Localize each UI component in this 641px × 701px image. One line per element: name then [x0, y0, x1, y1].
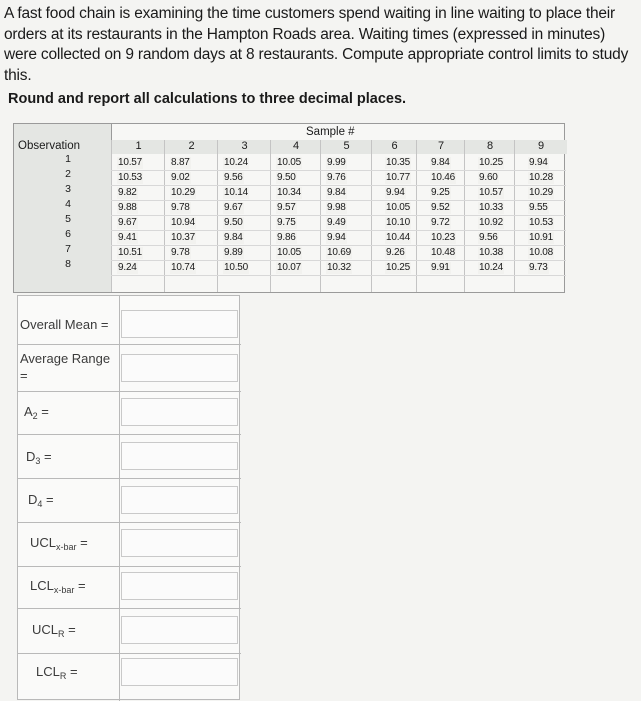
sample-column-header: 3: [217, 140, 271, 154]
sample-column-header: 5: [320, 140, 372, 154]
table-cell: 9.84: [431, 157, 450, 168]
table-cell: 10.32: [327, 262, 352, 273]
table-cell: 10.57: [118, 157, 143, 168]
table-cell: 8.87: [171, 157, 190, 168]
table-cell: 10.23: [431, 232, 456, 243]
table-cell: 10.35: [386, 157, 411, 168]
table-cell: 9.25: [431, 187, 450, 198]
table-cell: 9.94: [529, 157, 548, 168]
table-cell: 10.38: [479, 247, 504, 258]
table-cell: 9.56: [224, 172, 243, 183]
table-cell: 9.55: [529, 202, 548, 213]
row-divider: [18, 522, 241, 523]
table-cell: 10.50: [224, 262, 249, 273]
table-cell: 10.48: [431, 247, 456, 258]
table-cell: 9.67: [224, 202, 243, 213]
column-divider: [320, 140, 321, 292]
row-divider: [111, 185, 566, 186]
table-cell: 9.50: [224, 217, 243, 228]
table-cell: 9.91: [431, 262, 450, 273]
row-divider: [111, 215, 566, 216]
table-cell: 10.44: [386, 232, 411, 243]
table-cell: 9.52: [431, 202, 450, 213]
a2-label: $A_2$ =: [24, 404, 49, 421]
table-cell: 9.72: [431, 217, 450, 228]
column-divider: [111, 140, 112, 292]
a2-input[interactable]: [121, 398, 238, 426]
table-cell: 10.25: [386, 262, 411, 273]
overall-mean-label: Overall Mean =: [20, 317, 109, 332]
row-divider: [18, 434, 241, 435]
table-cell: 9.99: [327, 157, 346, 168]
observation-number: 3: [65, 183, 71, 195]
row-divider: [111, 170, 566, 171]
table-cell: 10.07: [277, 262, 302, 273]
table-cell: 9.49: [327, 217, 346, 228]
problem-text: A fast food chain is examining the time customers spend waiting in line waiting to place their orders at its restaurants in the Hampton Roads area. Waiting times (expressed in minutes) were collected on 9 random days at 8 restaurants. Compute appropriate control limits to study this.: [4, 5, 629, 84]
table-cell: 9.84: [327, 187, 346, 198]
average-range-input[interactable]: [121, 354, 238, 382]
instruction-text: Round and report all calculations to three decimal places.: [8, 91, 407, 107]
average-range-label: Average Range: [20, 351, 111, 366]
sample-column-header: 4: [270, 140, 321, 154]
column-divider: [164, 140, 165, 292]
table-cell: 10.10: [386, 217, 411, 228]
table-cell: 9.75: [277, 217, 296, 228]
d3-label: $D_3$ =: [26, 449, 52, 466]
table-cell: 9.02: [171, 172, 190, 183]
table-cell: 10.05: [386, 202, 411, 213]
sample-column-header: 2: [164, 140, 218, 154]
table-cell: 9.78: [171, 202, 190, 213]
sample-column-header: 8: [464, 140, 515, 154]
table-cell: 10.46: [431, 172, 456, 183]
row-divider: [18, 344, 241, 345]
overall-mean-input[interactable]: [121, 310, 238, 338]
table-cell: 10.91: [529, 232, 554, 243]
lcl-xbar-input[interactable]: [121, 572, 238, 600]
table-cell: 10.33: [479, 202, 504, 213]
observation-number: 6: [65, 228, 71, 240]
row-divider: [18, 478, 241, 479]
table-cell: 10.25: [479, 157, 504, 168]
row-divider: [18, 391, 241, 392]
table-cell: 9.60: [479, 172, 498, 183]
column-divider: [270, 140, 271, 292]
table-cell: 10.74: [171, 262, 196, 273]
sample-header: Sample #: [306, 126, 355, 138]
table-cell: 10.53: [118, 172, 143, 183]
d4-label: $D_4$ =: [28, 492, 54, 509]
row-divider: [111, 260, 566, 261]
table-cell: 9.94: [327, 232, 346, 243]
table-cell: 10.51: [118, 247, 143, 258]
table-cell: 10.24: [479, 262, 504, 273]
observation-number: 5: [65, 213, 71, 225]
table-cell: 10.69: [327, 247, 352, 258]
table-cell: 9.50: [277, 172, 296, 183]
table-cell: 9.24: [118, 262, 137, 273]
table-cell: 9.88: [118, 202, 137, 213]
sample-column-header: 7: [416, 140, 465, 154]
observation-number: 8: [65, 258, 71, 270]
row-divider: [18, 608, 241, 609]
table-cell: 10.37: [171, 232, 196, 243]
observation-number: 7: [65, 243, 71, 255]
table-cell: 10.05: [277, 247, 302, 258]
table-cell: 10.24: [224, 157, 249, 168]
answer-divider: [119, 296, 120, 701]
table-cell: 9.98: [327, 202, 346, 213]
table-cell: 9.78: [171, 247, 190, 258]
table-cell: 9.73: [529, 262, 548, 273]
table-cell: 10.28: [529, 172, 554, 183]
column-divider: [371, 140, 372, 292]
table-cell: 9.84: [224, 232, 243, 243]
row-divider: [18, 566, 241, 567]
table-cell: 10.94: [171, 217, 196, 228]
row-divider: [111, 275, 566, 276]
row-divider: [111, 230, 566, 231]
row-divider: [111, 200, 566, 201]
average-range-equals: =: [20, 368, 28, 383]
table-cell: 9.67: [118, 217, 137, 228]
column-divider: [464, 140, 465, 292]
table-cell: 9.86: [277, 232, 296, 243]
ucl-r-label: $UCL_R$ =: [32, 622, 76, 639]
column-divider: [416, 140, 417, 292]
table-cell: 10.57: [479, 187, 504, 198]
lcl-r-input[interactable]: [121, 658, 238, 686]
answer-grid: [17, 295, 240, 700]
row-divider: [18, 653, 241, 654]
table-cell: 10.92: [479, 217, 504, 228]
observation-header: Observation: [18, 140, 81, 152]
table-cell: 10.14: [224, 187, 249, 198]
ucl-r-input[interactable]: [121, 616, 238, 644]
table-cell: 9.57: [277, 202, 296, 213]
table-cell: 10.05: [277, 157, 302, 168]
table-cell: 10.34: [277, 187, 302, 198]
sample-column-header: 1: [111, 140, 165, 154]
table-cell: 9.26: [386, 247, 405, 258]
table-cell: 9.76: [327, 172, 346, 183]
lcl-r-label: $LCL_R$ =: [36, 664, 78, 681]
table-cell: 10.29: [529, 187, 554, 198]
table-cell: 10.08: [529, 247, 554, 258]
ucl-xbar-input[interactable]: [121, 529, 238, 557]
observation-number: 2: [65, 168, 71, 180]
table-cell: 9.94: [386, 187, 405, 198]
table-cell: 9.41: [118, 232, 137, 243]
table-cell: 10.29: [171, 187, 196, 198]
d4-input[interactable]: [121, 486, 238, 514]
ucl-xbar-label: $UCL_{x-bar}$ =: [30, 535, 88, 552]
data-table: [13, 123, 565, 293]
sample-column-header: 9: [514, 140, 567, 154]
table-cell: 9.56: [479, 232, 498, 243]
sample-column-header: 6: [371, 140, 417, 154]
table-cell: 9.82: [118, 187, 137, 198]
observation-number: 4: [65, 198, 71, 210]
row-divider: [111, 245, 566, 246]
d3-input[interactable]: [121, 442, 238, 470]
table-cell: 10.77: [386, 172, 411, 183]
table-cell: 10.53: [529, 217, 554, 228]
lcl-xbar-label: $LCL_{x-bar}$ =: [30, 578, 86, 595]
column-divider: [514, 140, 515, 292]
column-divider: [217, 140, 218, 292]
table-cell: 9.89: [224, 247, 243, 258]
observation-number: 1: [65, 153, 71, 165]
